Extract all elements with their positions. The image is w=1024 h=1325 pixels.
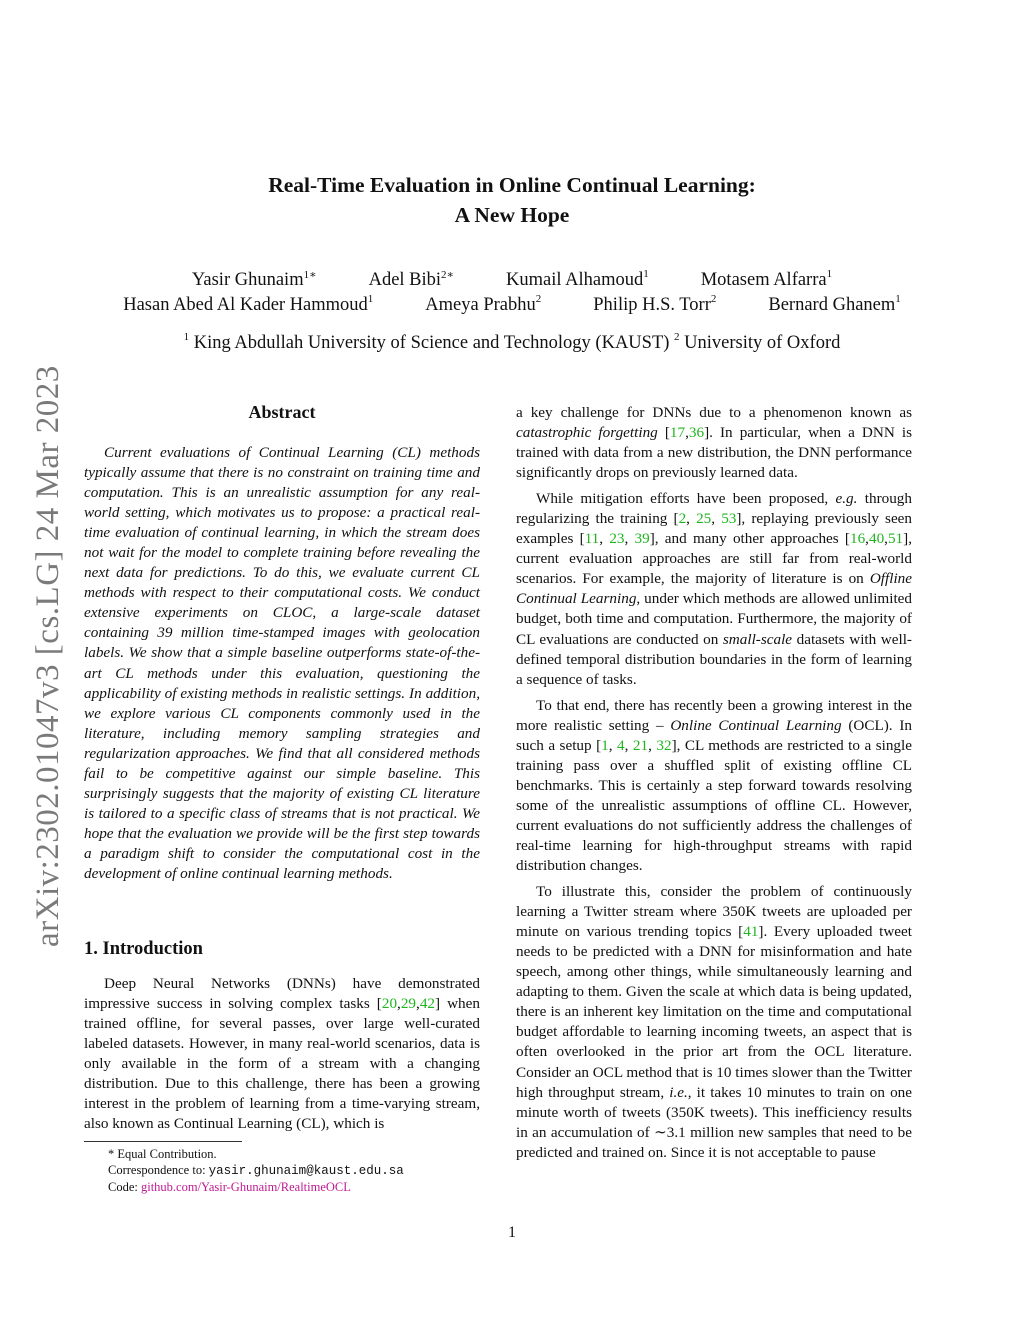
author: Motasem Alfarra$^1$ (700, 268, 833, 290)
code-link[interactable]: github.com/Yasir-Ghunaim/RealtimeOCL (140, 1180, 351, 1194)
citation-link[interactable]: 42 (419, 995, 435, 1013)
citation-link[interactable]: 40 (868, 530, 885, 548)
author-row-2 (0, 295, 1024, 316)
paragraph: While mitigation efforts have been proposed, e.g. through regularizing the training [2, 25, 53], replaying previously seen examples [11, 23, 39], and many other approaches [16,40,51], current evaluation approaches are still far from real-world scenarios. For example, the majority of literature is on Offline Continual Learning, under which methods are allowed unlimited budget, both time and computation. Furthermore, the majority of CL evaluations are conducted on small-scale datasets with well-defined temporal distribution boundaries in the form of learning a sequence of tasks. (516, 490, 913, 688)
footnote-equal-contribution: * Equal Contribution. (108, 1147, 217, 1161)
citation-link[interactable]: 23 (609, 530, 625, 548)
citation-link[interactable]: 20 (381, 995, 398, 1013)
page-number: 1 (508, 1224, 516, 1241)
footnotes (108, 1146, 404, 1195)
author: Kumail Alhamoud$^1$ (506, 268, 649, 290)
paragraph: To illustrate this, consider the problem of continuously learning a Twitter stream where 350K tweets are uploaded per minute on various trending topics [41]. Every uploaded tweet needs to be predicted with a DNN for misinformation and hate speech, among other things, while simultaneously learning and adapting to them. Given the scale at which data is being updated, there is an inherent key limitation on the time and computational budget affordable to learning incoming tweets, an aspect that is often overlooked in the prior art from the OCL literature. Consider an OCL method that is 10 times slower than the Twitter high throughput stream, i.e., it takes 10 minutes to train on one minute worth of tweets (350K tweets). This inefficiency results in an accumulation of ∼3.1 million new samples that need to be predicted and trained on. Since it is not acceptable to pause (516, 883, 913, 1161)
email-link[interactable]: yasir.ghunaim@kaust.edu.sa (208, 1164, 404, 1178)
author-row-1 (0, 270, 1024, 291)
author: Adel Bibi$^{2∗}$ (368, 269, 455, 290)
right-column-text (516, 403, 912, 1169)
arxiv-identifier: arXiv:2302.01047v3 [cs.LG] 24 Mar 2023 (30, 365, 66, 947)
citation-link[interactable]: 36 (688, 424, 705, 442)
citation-link[interactable]: 25 (696, 510, 712, 528)
footnote-divider (84, 1141, 242, 1142)
title-line-1: Real-Time Evaluation in Online Continual Learning: (268, 173, 756, 197)
author: Bernard Ghanem$^1$ (768, 293, 901, 315)
title-line-2: A New Hope (454, 203, 570, 227)
paper-title (0, 170, 1024, 230)
author: Hasan Abed Al Kader Hammoud$^1$ (123, 293, 374, 315)
citation-link[interactable]: 21 (632, 736, 649, 754)
affiliations: $^1$ King Abdullah University of Science and Technology (KAUST) $^2$ University of Oxford (183, 331, 841, 353)
author: Philip H.S. Torr$^2$ (593, 293, 717, 315)
author: Ameya Prabhu$^2$ (425, 293, 542, 315)
citation-link[interactable]: 1 (601, 736, 609, 754)
citation-link[interactable]: 2 (678, 510, 687, 528)
citation-link[interactable]: 41 (743, 923, 759, 941)
introduction-paragraph: Deep Neural Networks (DNNs) have demonstrated impressive success in solving complex tasks [20,29,42] when trained offline, for several passes, over large well-curated labeled datasets. However, in many real-world scenarios, data is only available in the form of a stream with a changing distribution. Due to this challenge, there has been a growing interest in the problem of learning from a time-varying stream, also known as Continual Learning (CL), which is (84, 975, 480, 1133)
citation-link[interactable]: 17 (669, 424, 686, 442)
citation-link[interactable]: 4 (617, 736, 625, 754)
abstract-text: Current evaluations of Continual Learning (CL) methods typically assume that there is no constraint on training time and computation. This is an unrealistic assumption for any real-world setting, which motivates us to propose: a practical real-time evaluation of continual learning, in which the stream does not wait for the model to complete training before revealing the next data for predictions. To do this, we evaluate current CL methods with respect to their computational costs. We conduct extensive experiments on CLOC, a large-scale dataset containing 39 million time-stamped images with geolocation labels. We show that a simple baseline outperforms state-of-the-art CL methods under this evaluation, questioning the applicability of existing methods in realistic settings. In addition, we explore various CL components commonly used in the literature, including memory sampling strategies and regularization approaches. We find that all considered methods fail to be competitive against our simple baseline. This surprisingly suggests that the majority of existing CL literature is tailored to a specific class of streams that is not practical. We hope that the evaluation we provide will be the first step towards a paradigm shift to consider the computational cost in the development of online continual learning methods. (84, 444, 480, 882)
abstract-heading: Abstract (248, 402, 316, 422)
citation-link[interactable]: 11 (584, 530, 600, 548)
footnote-code: Code: github.com/Yasir-Ghunaim/RealtimeOCL (108, 1180, 351, 1194)
citation-link[interactable]: 53 (721, 510, 737, 528)
citation-link[interactable]: 16 (849, 530, 866, 548)
citation-link[interactable]: 51 (887, 530, 904, 548)
citation-link[interactable]: 39 (634, 530, 650, 548)
paragraph: To that end, there has recently been a growing interest in the more realistic setting – Online Continual Learning (OCL). In such a setup [1, 4, 21, 32], CL methods are restricted to a single training pass over a shuffled split of existing offline CL benchmarks. This is certainly a step forward towards resolving some of the unrealistic assumptions of offline CL. However, current evaluations do not sufficiently address the challenges of real-time learning for high-throughput streams with rapid distribution changes. (516, 696, 912, 875)
citation-link[interactable]: 29 (400, 995, 417, 1013)
citation-link[interactable]: 32 (656, 736, 672, 754)
author: Yasir Ghunaim$^{1∗}$ (191, 269, 317, 290)
paragraph: a key challenge for DNNs due to a phenomenon known as catastrophic forgetting [17,36]. In particular, when a DNN is trained with data from a new distribution, the DNN performance significantly drops on previously learned data. (516, 404, 912, 482)
footnote-correspondence: Correspondence to: yasir.ghunaim@kaust.edu.sa (108, 1163, 404, 1178)
introduction-heading: 1. Introduction (84, 939, 203, 959)
